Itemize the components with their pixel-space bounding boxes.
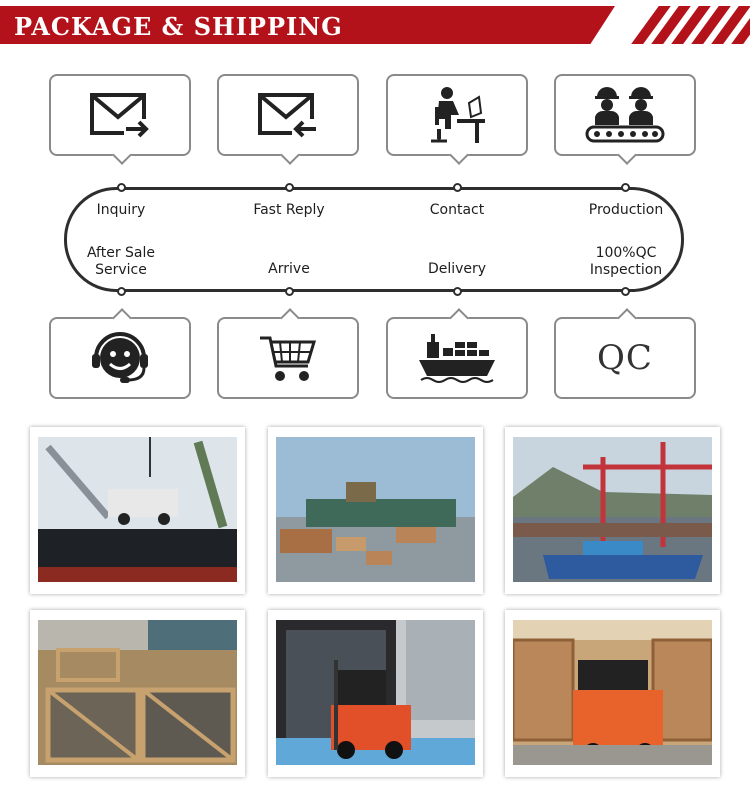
track-node xyxy=(285,287,294,296)
photo-crates-at-port xyxy=(268,427,483,594)
track-node xyxy=(621,287,630,296)
photo-container-terminal xyxy=(505,427,720,594)
track-node xyxy=(621,183,630,192)
photo-wooden-crates-warehouse xyxy=(30,610,245,777)
step-label-after-sale-service: After Sale Service xyxy=(86,245,156,278)
photo-forklift-loading-container xyxy=(268,610,483,777)
page-title: PACKAGE & SHIPPING xyxy=(14,12,343,41)
step-card-arrive xyxy=(217,317,359,399)
shopping-cart-icon xyxy=(258,332,318,384)
step-card-qc-inspection xyxy=(554,317,696,399)
track-node xyxy=(117,287,126,296)
step-label-production: Production xyxy=(588,202,664,218)
cargo-ship-icon xyxy=(417,330,497,386)
track-node xyxy=(117,183,126,192)
track-node xyxy=(453,183,462,192)
qc-icon: QC xyxy=(597,338,653,378)
step-label-delivery: Delivery xyxy=(427,261,487,277)
photo-forklift-crates xyxy=(505,610,720,777)
mail-send-icon xyxy=(88,89,152,141)
step-label-fast-reply: Fast Reply xyxy=(253,202,325,218)
step-label-qc-inspection: 100%QC Inspection xyxy=(589,245,663,278)
headset-support-icon xyxy=(88,328,152,388)
track-node xyxy=(453,287,462,296)
step-card-after-sale-service xyxy=(49,317,191,399)
person-at-computer-icon xyxy=(425,83,489,147)
step-card-production xyxy=(554,74,696,156)
step-card-delivery xyxy=(386,317,528,399)
step-label-inquiry: Inquiry xyxy=(96,202,146,218)
step-card-fast-reply xyxy=(217,74,359,156)
step-card-inquiry xyxy=(49,74,191,156)
step-label-contact: Contact xyxy=(429,202,485,218)
step-card-contact xyxy=(386,74,528,156)
mail-reply-icon xyxy=(256,89,320,141)
workers-conveyor-icon xyxy=(583,85,667,145)
step-label-arrive: Arrive xyxy=(268,261,310,277)
photo-truck-loading-on-ship xyxy=(30,427,245,594)
track-node xyxy=(285,183,294,192)
